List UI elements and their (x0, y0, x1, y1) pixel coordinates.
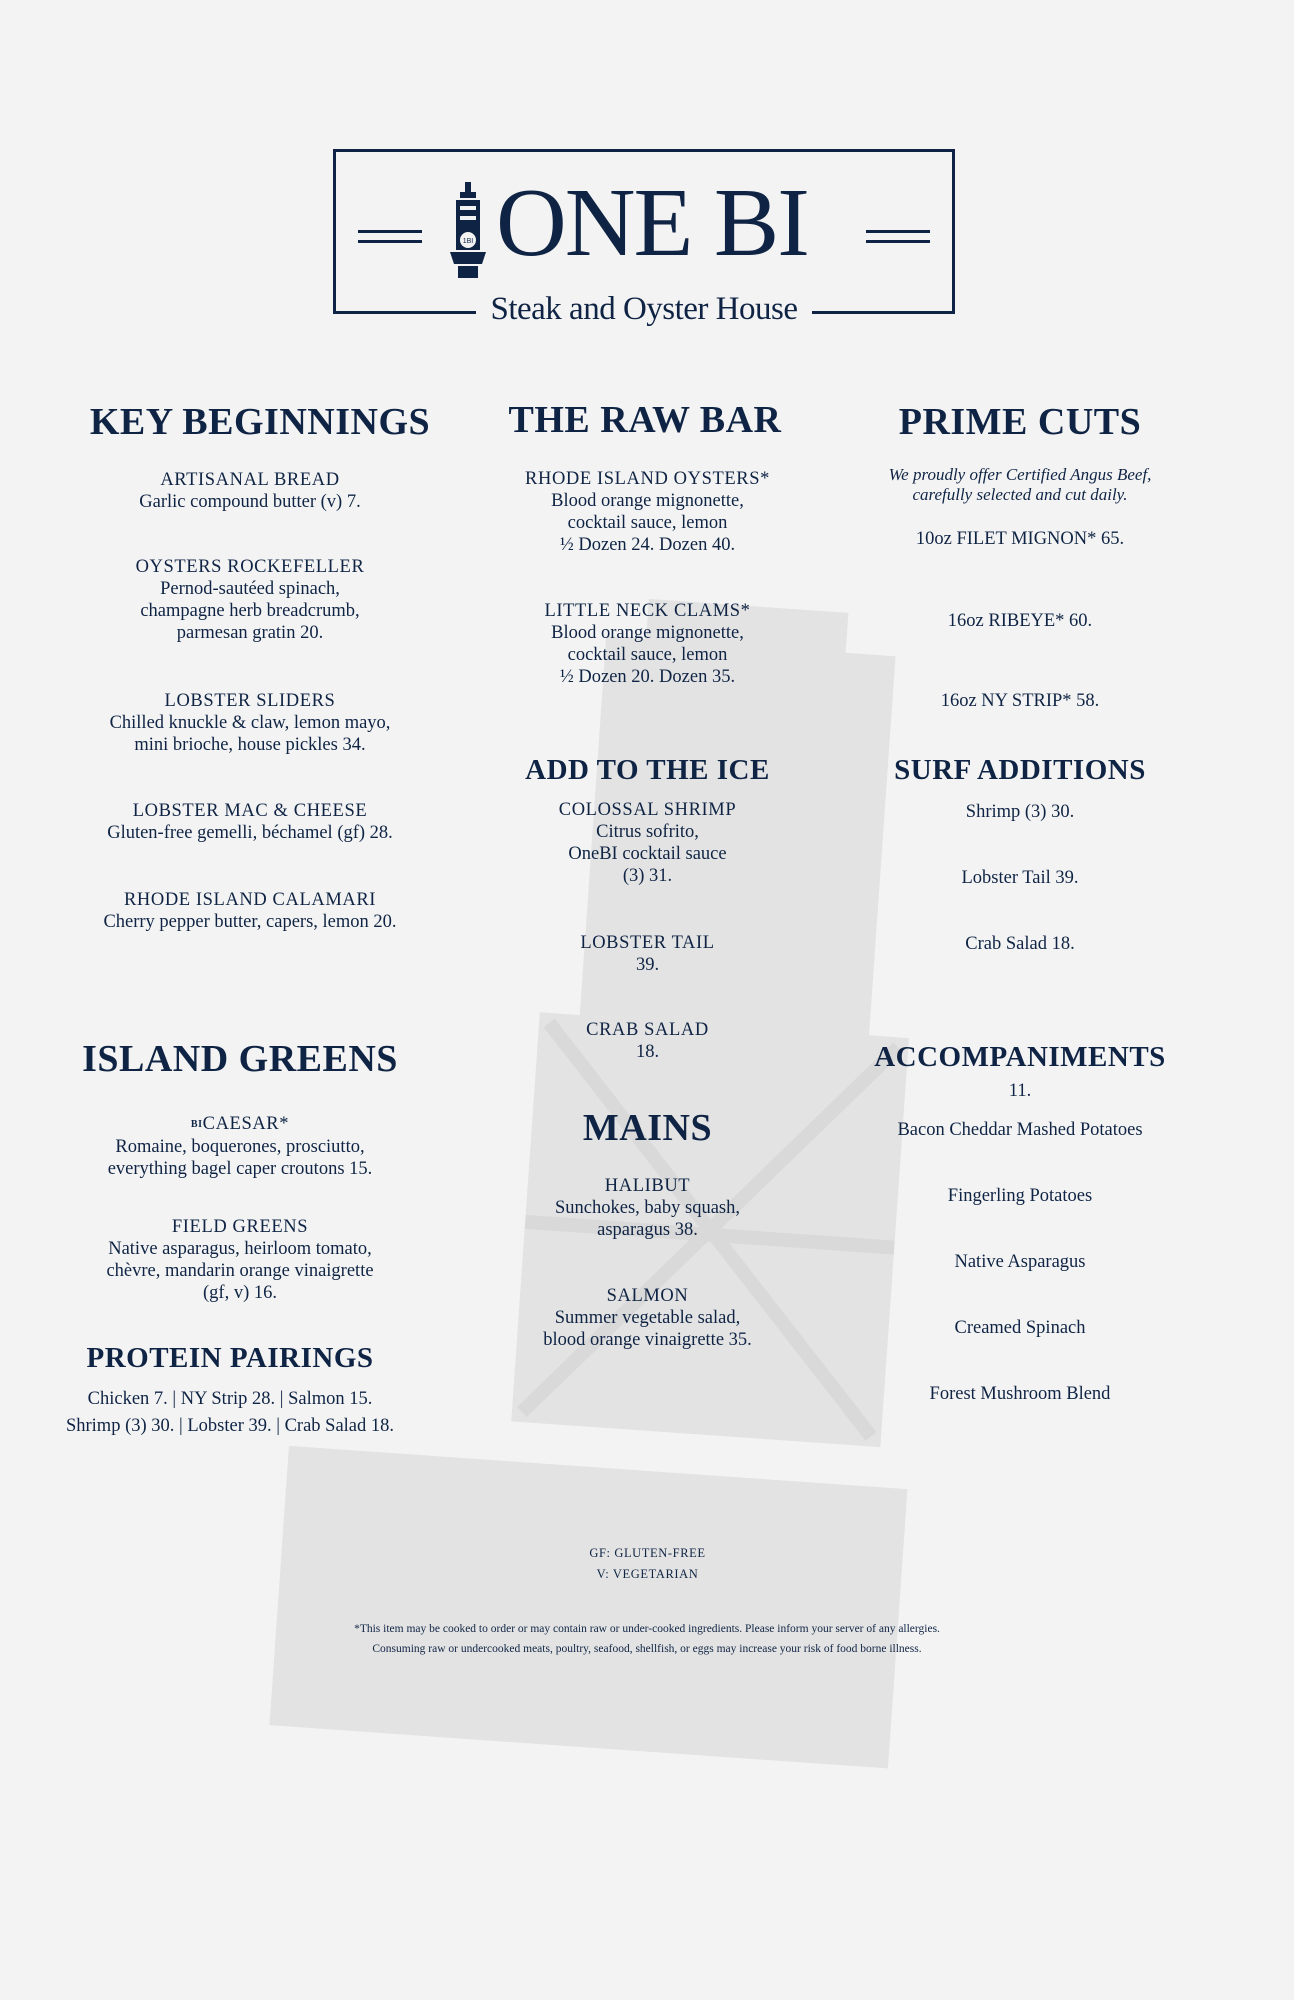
menu-item (470, 799, 825, 887)
item-name: RHODE ISLAND OYSTERS* (525, 469, 770, 489)
item-desc: champagne herb breadcrumb, (140, 601, 360, 621)
section-title-prime-cuts: PRIME CUTS (898, 401, 1142, 443)
menu-item (40, 800, 460, 844)
section-title-mains: MAINS (582, 1107, 713, 1149)
menu-item (40, 690, 460, 756)
protein-pairings-list (20, 1386, 440, 1440)
dietary-legend (470, 1543, 825, 1585)
item-name: LITTLE NECK CLAMS* (544, 601, 751, 621)
item-desc: (gf, v) 16. (203, 1283, 277, 1303)
section-title-accompaniments: ACCOMPANIMENTS (874, 1041, 1166, 1073)
section-title-island-greens: ISLAND GREENS (82, 1038, 398, 1080)
protein-line: Chicken 7. | NY Strip 28. | Salmon 15. (87, 1389, 373, 1409)
item-desc: OneBI cocktail sauce (568, 844, 727, 864)
menu-item: 10oz FILET MIGNON* 65. (915, 529, 1125, 549)
disclaimer-line: Consuming raw or undercooked meats, poultry, seafood, shellfish, or eggs may increase your risk of food borne illness. (372, 1643, 922, 1655)
item-desc: parmesan gratin 20. (176, 623, 324, 643)
item-name: CRAB SALAD (586, 1020, 709, 1040)
menu-item: Forest Mushroom Blend (929, 1384, 1111, 1404)
menu-item: Native Asparagus (954, 1252, 1086, 1272)
buoy-icon-label: 1BI (462, 238, 474, 245)
item-desc: (3) 31. (622, 866, 673, 886)
item-desc: Blood orange mignonette, (551, 623, 744, 643)
item-desc: Romaine, boquerones, prosciutto, (115, 1137, 365, 1157)
menu-item (470, 932, 825, 976)
menu-item (40, 556, 460, 644)
item-desc: 39. (635, 955, 660, 975)
section-title-surf-additions: SURF ADDITIONS (894, 754, 1146, 786)
item-desc: Citrus sofrito, (596, 822, 699, 842)
menu-item (40, 469, 460, 513)
logo-right-rule (866, 230, 930, 244)
menu-item: Creamed Spinach (954, 1318, 1086, 1338)
item-desc: cocktail sauce, lemon (567, 513, 728, 533)
item-desc: blood orange vinaigrette 35. (543, 1330, 752, 1350)
item-desc: Pernod-sautéed spinach, (160, 579, 340, 599)
menu-item (470, 468, 825, 556)
mini-logo: BI (190, 1119, 203, 1130)
item-name: FIELD GREENS (171, 1217, 309, 1237)
accompaniments-price: 11. (1008, 1081, 1032, 1101)
menu-item: Bacon Cheddar Mashed Potatoes (897, 1120, 1143, 1140)
item-desc: Cherry pepper butter, capers, lemon 20. (103, 912, 397, 932)
menu-item: 16oz NY STRIP* 58. (940, 691, 1100, 711)
menu-item (470, 1285, 825, 1351)
menu-item: Fingerling Potatoes (947, 1186, 1093, 1206)
item-desc: Chilled knuckle & claw, lemon mayo, (109, 713, 391, 733)
menu-item (470, 600, 825, 688)
menu-item (40, 1216, 440, 1304)
item-name: HALIBUT (604, 1176, 691, 1196)
note-line: We proudly offer Certified Angus Beef, (888, 465, 1152, 484)
section-title-key-beginnings: KEY BEGINNINGS (89, 401, 431, 443)
menu-item: Lobster Tail 39. (961, 868, 1079, 888)
section-title-protein-pairings: PROTEIN PAIRINGS (86, 1342, 374, 1374)
item-desc: ½ Dozen 24. Dozen 40. (559, 535, 736, 555)
disclaimer (100, 1619, 1194, 1659)
item-desc: Gluten-free gemelli, béchamel (gf) 28. (107, 823, 393, 843)
item-name: ARTISANAL BREAD (160, 470, 340, 490)
legend-gf: GF: GLUTEN-FREE (589, 1546, 706, 1560)
logo-left-rule (358, 230, 422, 244)
item-name: LOBSTER MAC & CHEESE (132, 801, 368, 821)
menu-item: Crab Salad 18. (965, 934, 1075, 954)
section-title-add-to-ice: ADD TO THE ICE (525, 754, 770, 786)
item-desc: ½ Dozen 20. Dozen 35. (559, 667, 736, 687)
item-name: RHODE ISLAND CALAMARI (123, 890, 377, 910)
item-desc: asparagus 38. (597, 1220, 698, 1240)
item-name: LOBSTER TAIL (580, 933, 715, 953)
legend-v: V: VEGETARIAN (596, 1567, 699, 1581)
item-name: OYSTERS ROCKEFELLER (135, 557, 365, 577)
disclaimer-line: *This item may be cooked to order or may contain raw or under-cooked ingredients. Please inform your server of any allergies. (354, 1623, 940, 1635)
buoy-icon (446, 182, 490, 282)
item-desc: Garlic compound butter (v) 7. (139, 492, 361, 512)
note-line: carefully selected and cut daily. (912, 485, 1128, 504)
logo-subtitle: Steak and Oyster House (476, 291, 811, 327)
item-name: COLOSSAL SHRIMP (558, 800, 737, 820)
item-name: SALMON (606, 1286, 689, 1306)
menu-item (40, 889, 460, 933)
menu-item: 16oz RIBEYE* 60. (947, 611, 1093, 631)
item-desc: chèvre, mandarin orange vinaigrette (106, 1261, 374, 1281)
item-desc: Blood orange mignonette, (551, 491, 744, 511)
logo-subtitle-wrap (336, 291, 952, 328)
item-desc: Native asparagus, heirloom tomato, (108, 1239, 372, 1259)
logo-title: ONE BI (496, 169, 808, 277)
menu-item (470, 1019, 825, 1063)
menu-item: Shrimp (3) 30. (965, 802, 1075, 822)
section-title-raw-bar: THE RAW BAR (508, 399, 782, 441)
item-desc: everything bagel caper croutons 15. (107, 1159, 373, 1179)
item-desc: mini brioche, house pickles 34. (134, 735, 366, 755)
menu-item (40, 1113, 440, 1180)
logo-frame (333, 149, 955, 327)
menu-item (470, 1175, 825, 1241)
protein-line: Shrimp (3) 30. | Lobster 39. | Crab Salad 18. (65, 1416, 395, 1436)
item-desc: Sunchokes, baby squash, (555, 1198, 740, 1218)
prime-cuts-note (840, 465, 1200, 505)
item-desc: Summer vegetable salad, (554, 1308, 741, 1328)
item-name: CAESAR* (202, 1114, 290, 1134)
item-desc: 18. (635, 1042, 660, 1062)
item-desc: cocktail sauce, lemon (567, 645, 728, 665)
item-name: LOBSTER SLIDERS (164, 691, 336, 711)
